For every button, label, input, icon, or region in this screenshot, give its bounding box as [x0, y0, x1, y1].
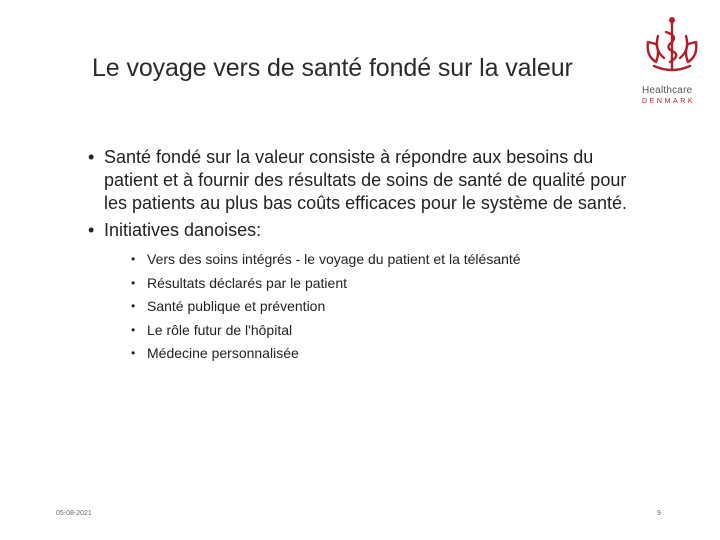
healthcare-denmark-logo	[640, 12, 700, 108]
crown-asclepius-logo-icon	[644, 12, 700, 78]
list-item: • Santé publique et prévention	[131, 295, 648, 319]
list-item: • Le rôle futur de l'hôpital	[131, 319, 648, 343]
bullet-icon: •	[88, 147, 95, 167]
list-item: • Résultats déclarés par le patient	[131, 272, 648, 296]
bullet-icon: •	[131, 299, 136, 313]
logo-wordmark: Healthcare	[642, 85, 693, 96]
list-item: • Médecine personnalisée	[131, 342, 648, 366]
bullet-icon: •	[131, 346, 136, 360]
bullet-icon: •	[131, 275, 136, 290]
bullet-icon: •	[88, 220, 95, 240]
slide-title: Le voyage vers de santé fondé sur la valeur	[92, 54, 573, 82]
bullet-text: Initiatives danoises:	[104, 220, 262, 240]
bullet-icon: •	[131, 322, 136, 337]
bullet-text: Santé fondé sur la valeur consiste à répondre aux besoins du patient et à fournir des résultats de soins de santé de qualité pour les patients au plus bas coûts efficaces pour le système de santé.	[104, 147, 627, 213]
page-number: 9	[657, 510, 661, 517]
bullet-danish-initiatives	[88, 219, 648, 366]
bullet-icon: •	[131, 252, 136, 266]
footer-date: 05-08-2021	[56, 510, 92, 517]
bullet-value-based-care	[88, 146, 648, 215]
logo-subtitle: DENMARK	[642, 98, 696, 105]
initiatives-list	[104, 248, 648, 366]
list-item: • Vers des soins intégrés - le voyage du patient et la télésanté	[131, 248, 648, 272]
slide-body	[88, 146, 648, 370]
